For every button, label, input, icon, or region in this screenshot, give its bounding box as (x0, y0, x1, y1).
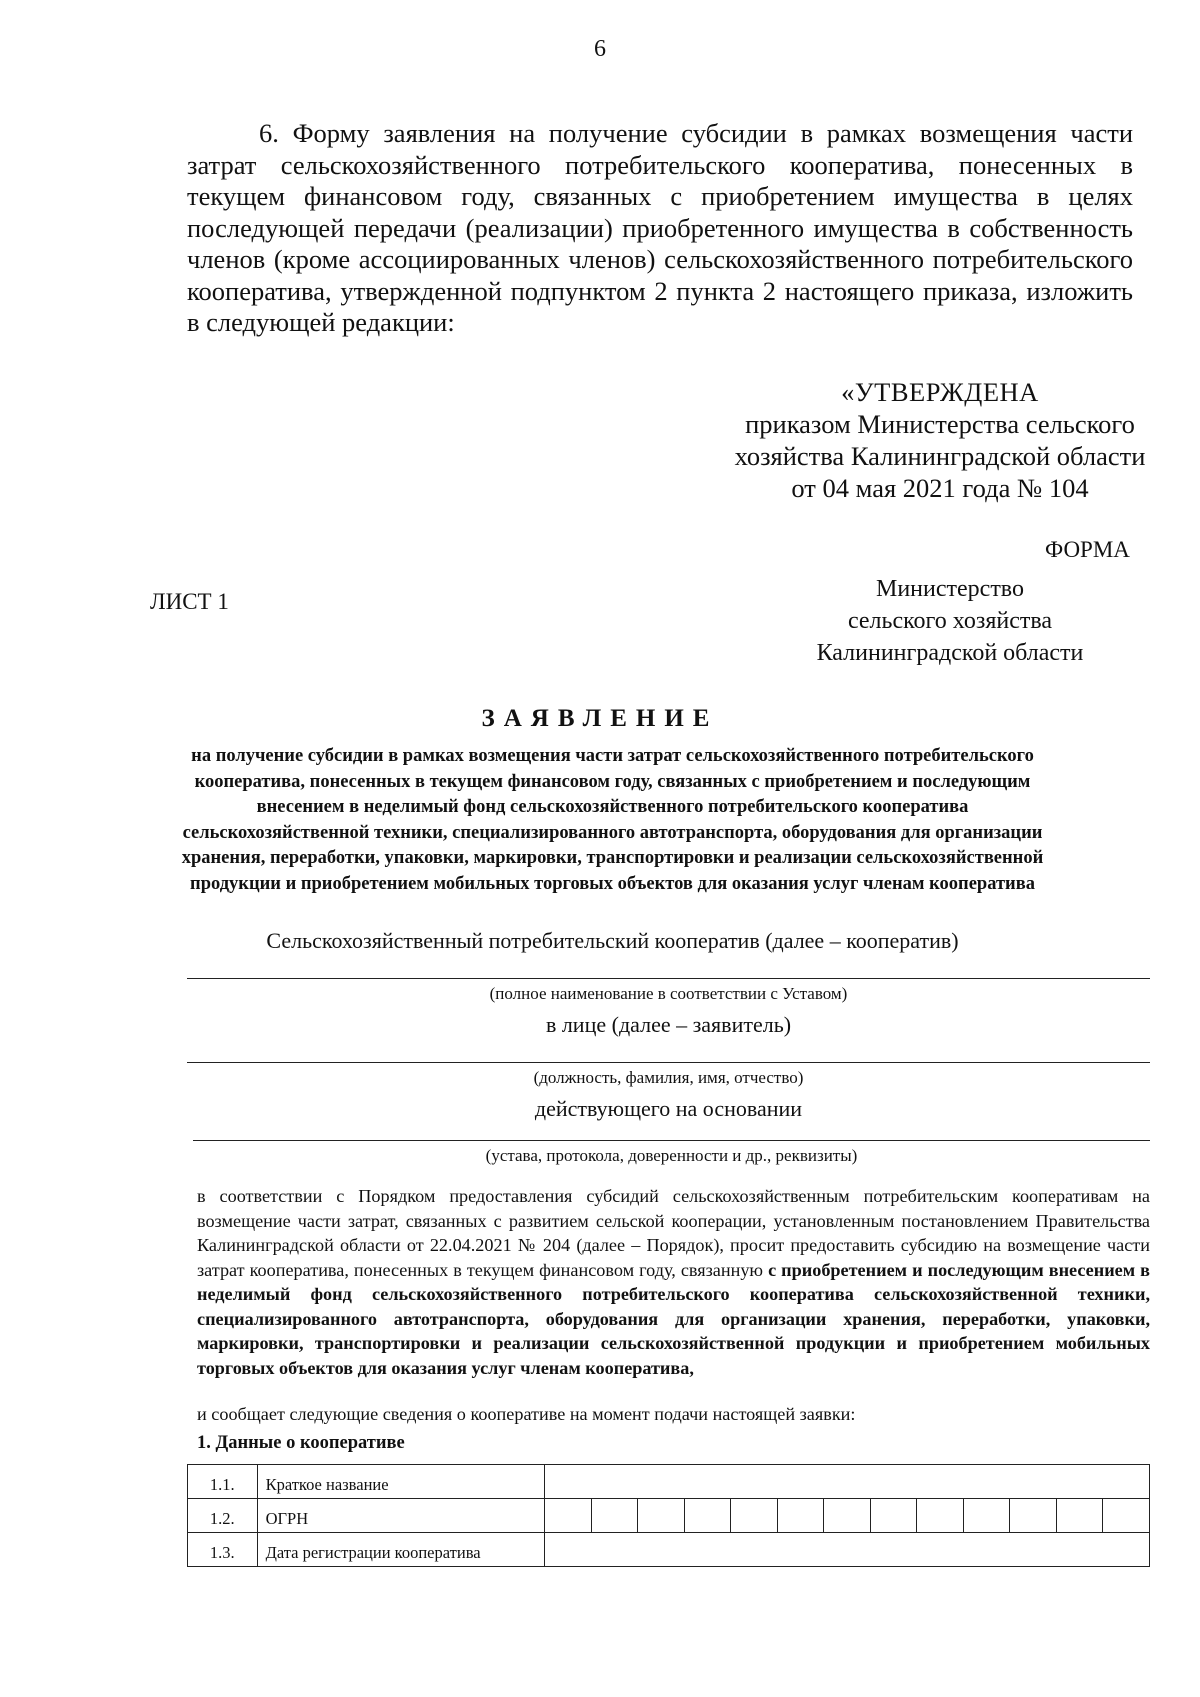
ogrn-digit-cell[interactable] (1103, 1499, 1150, 1533)
position-fill-line[interactable] (187, 1062, 1150, 1063)
row-number: 1.1. (188, 1465, 258, 1499)
page-number: 6 (594, 36, 606, 62)
ogrn-digit-cell[interactable] (684, 1499, 731, 1533)
ogrn-digit-cell[interactable] (591, 1499, 638, 1533)
coop-intro-line: Сельскохозяйственный потребительский кооператив (далее – кооператив) (266, 928, 959, 953)
form-label: ФОРМА (1045, 537, 1130, 562)
ogrn-digit-cell[interactable] (917, 1499, 964, 1533)
row-label: Дата регистрации кооператива (257, 1533, 545, 1567)
application-body (197, 1184, 1150, 1380)
approval-line-3: хозяйства Калининградской области (734, 441, 1146, 471)
row-number: 1.2. (188, 1499, 258, 1533)
ogrn-digit-cell[interactable] (638, 1499, 685, 1533)
ogrn-digit-cell[interactable] (545, 1499, 592, 1533)
sheet-label: ЛИСТ 1 (150, 589, 229, 614)
ogrn-digit-cell[interactable] (777, 1499, 824, 1533)
ogrn-digit-cell[interactable] (824, 1499, 871, 1533)
position-caption: (должность, фамилия, имя, отчество) (533, 1068, 804, 1087)
approval-heading: «УТВЕРЖДЕНА (841, 377, 1039, 407)
ogrn-digit-cell[interactable] (870, 1499, 917, 1533)
addressee-line-2: сельского хозяйства (847, 608, 1053, 634)
basis-fill-line[interactable] (193, 1140, 1150, 1141)
body-text-normal: в соответствии с Порядком предоставления субсидий сельскохозяйственным потребительским кооперативам на возмещение части затрат, связанных с развитием сельской кооперации, установленным постановлением Правительства Калининградской области от 22.04.2021 № 204 (далее – Порядок), просит предоставить субсидию на возмещение части затрат кооператива, понесенных в текущем финансовом году, связанную (197, 1186, 1150, 1280)
body-closing-line: и сообщает следующие сведения о кооперативе на момент подачи настоящей заявки: (197, 1404, 856, 1424)
represented-by-line: в лице (далее – заявитель) (545, 1012, 792, 1037)
table-row (188, 1533, 1150, 1567)
addressee-line-1: Министерство (876, 576, 1024, 602)
ogrn-digit-cell[interactable] (731, 1499, 778, 1533)
application-title: ЗАЯВЛЕНИЕ (481, 705, 719, 732)
acting-basis-line: действующего на основании (534, 1096, 803, 1121)
paragraph-6-text: 6. Форму заявления на получение субсидии в рамках возмещения части затрат сельскохозяйственного потребительского кооператива, понесенных в текущем финансовом году, связанных с приобретением имущества в целях последующей передачи (реализации) приобретенного имущества в собственность членов (кроме ассоциированных членов) сельскохозяйственного потребительского кооператива, утвержденной подпунктом 2 пункта 2 настоящего приказа, изложить в следующей редакции: (187, 118, 1133, 337)
row-label: ОГРН (257, 1499, 545, 1533)
coop-data-table (187, 1464, 1150, 1567)
ogrn-digit-cell[interactable] (1056, 1499, 1103, 1533)
ogrn-digit-cell[interactable] (963, 1499, 1010, 1533)
addressee-block (770, 573, 1130, 669)
body-text-bold: с приобретением и последующим внесением в неделимый фонд сельскохозяйственного потребительского кооператива сельскохозяйственной техники, специализированного автотранспорта, оборудования для организации хранения, переработки, упаковки, маркировки, транспортировки и реализации сельскохозяйственной продукции и приобретением мобильных торговых объектов для оказания услуг членам кооператива, (197, 1259, 1150, 1378)
paragraph-6 (187, 118, 1133, 339)
registration-date-field[interactable] (545, 1533, 1150, 1567)
full-name-fill-line[interactable] (187, 978, 1150, 979)
section-1-title: 1. Данные о кооперативе (197, 1433, 405, 1453)
row-number: 1.3. (188, 1533, 258, 1567)
addressee-line-3: Калининградской области (816, 640, 1084, 666)
approval-line-2: приказом Министерства сельского (745, 409, 1135, 439)
application-subtitle: на получение субсидии в рамках возмещения части затрат сельскохозяйственного потребительского кооператива, понесенных в текущем финансовом году, связанных с приобретением и последующим внесением в неделимый фонд сельскохозяйственного потребительского кооператива сельскохозяйственной техники, специализированного автотранспорта, оборудования для организации хранения, переработки, упаковки, маркировки, транспортировки и реализации сельскохозяйственной продукции и приобретением мобильных торговых объектов для оказания услуг членам кооператива (181, 746, 1044, 894)
row-label: Краткое название (257, 1465, 545, 1499)
table-row (188, 1499, 1150, 1533)
approval-line-4: от 04 мая 2021 года № 104 (791, 473, 1089, 503)
short-name-field[interactable] (545, 1465, 1150, 1499)
ogrn-digit-cell[interactable] (1010, 1499, 1057, 1533)
table-row (188, 1465, 1150, 1499)
basis-caption: (устава, протокола, доверенности и др., реквизиты) (485, 1146, 858, 1165)
full-name-caption: (полное наименование в соответствии с Уставом) (489, 984, 848, 1003)
approval-block (700, 376, 1180, 504)
